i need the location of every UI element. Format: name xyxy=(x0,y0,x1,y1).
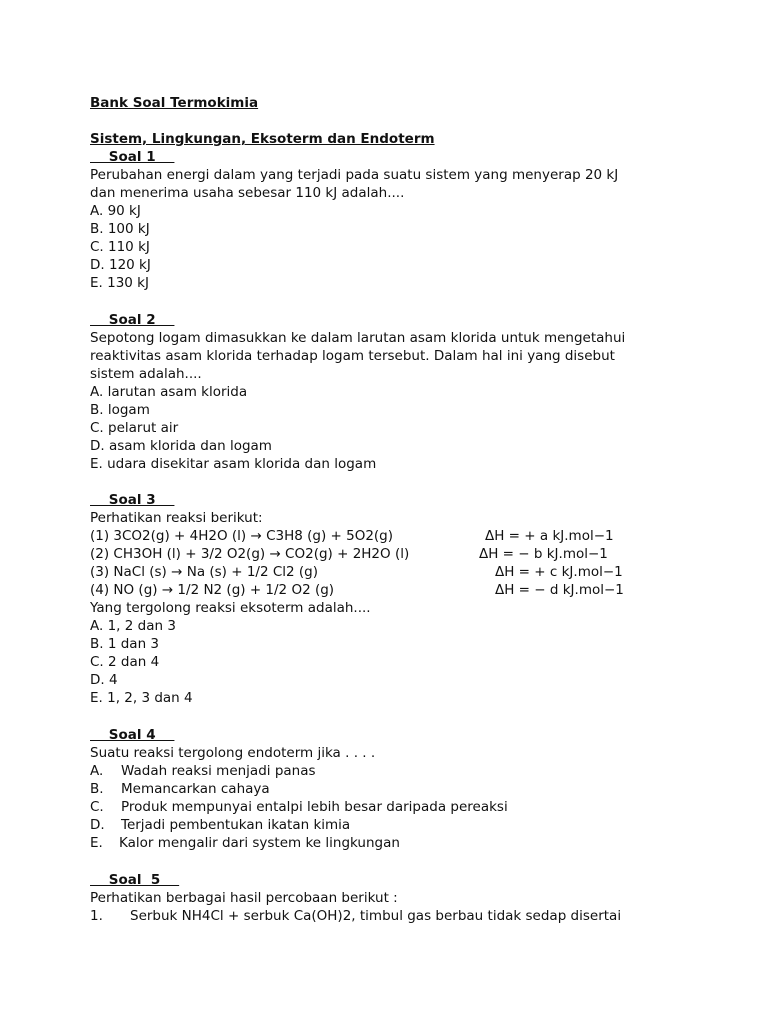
soal-2-option-c: C. pelarut air xyxy=(90,420,179,436)
option-letter: D. xyxy=(90,817,105,833)
doc-title: Bank Soal Termokimia xyxy=(90,95,259,111)
option-text: Terjadi pembentukan ikatan kimia xyxy=(121,817,351,833)
soal-3-reaction-3-enthalpy: ΔH = + c kJ.mol−1 xyxy=(495,564,623,580)
soal-4-question: Suatu reaksi tergolong endoterm jika . . . . xyxy=(90,745,376,761)
soal-1-option-c: C. 110 kJ xyxy=(90,239,150,255)
item-text: Serbuk NH4Cl + serbuk Ca(OH)2, timbul gas berbau tidak sedap disertai xyxy=(130,908,622,924)
soal-3-label: Soal 3 xyxy=(90,492,175,508)
soal-3-reaction-4: (4) NO (g) → 1/2 N2 (g) + 1/2 O2 (g) xyxy=(90,582,335,598)
option-letter: A. xyxy=(90,763,104,779)
soal-4-option-c xyxy=(90,798,508,816)
soal-2-option-d: D. asam klorida dan logam xyxy=(90,438,272,454)
option-text: Kalor mengalir dari system ke lingkungan xyxy=(119,835,400,851)
soal-1-question-line-1: Perubahan energi dalam yang terjadi pada suatu sistem yang menyerap 20 kJ xyxy=(90,167,619,183)
soal-3-option-a: A. 1, 2 dan 3 xyxy=(90,618,176,634)
soal-2-option-a: A. larutan asam klorida xyxy=(90,384,248,400)
soal-2-option-e: E. udara disekitar asam klorida dan logam xyxy=(90,456,377,472)
option-text: Produk mempunyai entalpi lebih besar daripada pereaksi xyxy=(121,799,508,815)
soal-3-option-e: E. 1, 2, 3 dan 4 xyxy=(90,690,193,706)
item-number: 1. xyxy=(90,908,103,924)
soal-2-label: Soal 2 xyxy=(90,312,175,328)
soal-5-item-1 xyxy=(90,907,621,925)
section-title: Sistem, Lingkungan, Eksoterm dan Endoterm xyxy=(90,131,435,147)
soal-1-question-line-2: dan menerima usaha sebesar 110 kJ adalah.... xyxy=(90,185,405,201)
soal-3-reaction-3: (3) NaCl (s) → Na (s) + 1/2 Cl2 (g) xyxy=(90,564,319,580)
soal-3-reaction-2: (2) CH3OH (l) + 3/2 O2(g) → CO2(g) + 2H2O (l) xyxy=(90,546,410,562)
soal-2-option-b: B. logam xyxy=(90,402,150,418)
option-letter: C. xyxy=(90,799,104,815)
soal-3-intro: Perhatikan reaksi berikut: xyxy=(90,510,263,526)
soal-1-option-d: D. 120 kJ xyxy=(90,257,151,273)
soal-4-label: Soal 4 xyxy=(90,727,175,743)
soal-5-intro: Perhatikan berbagai hasil percobaan berikut : xyxy=(90,890,398,906)
soal-3-option-d: D. 4 xyxy=(90,672,118,688)
soal-2-question-line-3: sistem adalah.... xyxy=(90,366,202,382)
soal-4-option-b xyxy=(90,780,270,798)
soal-3-reaction-1-enthalpy: ΔH = + a kJ.mol−1 xyxy=(485,528,614,544)
soal-3-question: Yang tergolong reaksi eksoterm adalah.... xyxy=(90,600,371,616)
soal-2-question-line-2: reaktivitas asam klorida terhadap logam tersebut. Dalam hal ini yang disebut xyxy=(90,348,615,364)
soal-1-option-a: A. 90 kJ xyxy=(90,203,141,219)
option-text: Memancarkan cahaya xyxy=(121,781,270,797)
soal-1-option-e: E. 130 kJ xyxy=(90,275,149,291)
option-letter: B. xyxy=(90,781,104,797)
soal-3-option-c: C. 2 dan 4 xyxy=(90,654,160,670)
soal-2-question-line-1: Sepotong logam dimasukkan ke dalam larutan asam klorida untuk mengetahui xyxy=(90,330,626,346)
soal-3-option-b: B. 1 dan 3 xyxy=(90,636,160,652)
soal-4-option-e xyxy=(90,834,400,852)
soal-3-reaction-2-enthalpy: ΔH = − b kJ.mol−1 xyxy=(479,546,608,562)
soal-4-option-d xyxy=(90,816,350,834)
soal-3-reaction-1: (1) 3CO2(g) + 4H2O (l) → C3H8 (g) + 5O2(g) xyxy=(90,528,394,544)
soal-1-option-b: B. 100 kJ xyxy=(90,221,150,237)
soal-1-label: Soal 1 xyxy=(90,149,175,165)
option-text: Wadah reaksi menjadi panas xyxy=(121,763,316,779)
soal-4-option-a xyxy=(90,762,316,780)
soal-5-label: Soal 5 xyxy=(90,872,180,888)
soal-3-reaction-4-enthalpy: ΔH = − d kJ.mol−1 xyxy=(495,582,624,598)
option-letter: E. xyxy=(90,835,103,851)
